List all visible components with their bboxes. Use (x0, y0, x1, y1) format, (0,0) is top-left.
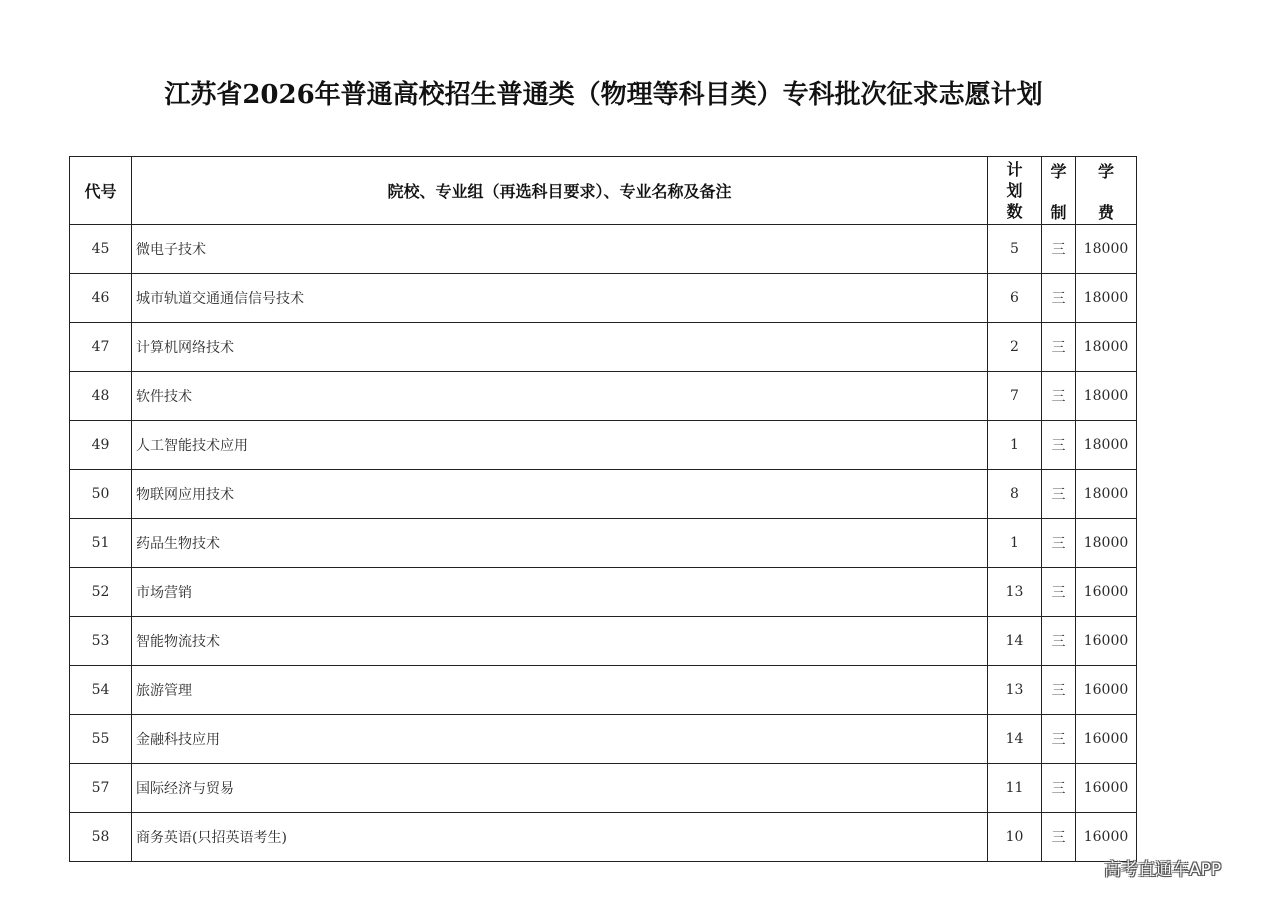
header-fee-char: 学 (1097, 162, 1114, 181)
cell-years: 三 (1042, 813, 1076, 862)
header-plan-char: 划 (1006, 181, 1023, 200)
cell-name: 旅游管理 (132, 666, 988, 715)
table-row (70, 568, 1137, 617)
plan-table (69, 156, 1137, 862)
header-years-char: 制 (1050, 203, 1067, 222)
cell-years: 三 (1042, 519, 1076, 568)
cell-code: 53 (70, 617, 132, 666)
cell-plan: 13 (988, 666, 1042, 715)
cell-plan: 13 (988, 568, 1042, 617)
cell-fee: 18000 (1076, 323, 1137, 372)
cell-code: 57 (70, 764, 132, 813)
cell-fee: 18000 (1076, 225, 1137, 274)
cell-years: 三 (1042, 715, 1076, 764)
cell-plan: 8 (988, 470, 1042, 519)
cell-years: 三 (1042, 323, 1076, 372)
cell-years: 三 (1042, 764, 1076, 813)
cell-code: 51 (70, 519, 132, 568)
cell-fee: 18000 (1076, 372, 1137, 421)
cell-code: 49 (70, 421, 132, 470)
cell-fee: 16000 (1076, 764, 1137, 813)
header-fee-char: 费 (1097, 203, 1114, 222)
cell-years: 三 (1042, 225, 1076, 274)
cell-name: 智能物流技术 (132, 617, 988, 666)
cell-years: 三 (1042, 666, 1076, 715)
cell-fee: 18000 (1076, 470, 1137, 519)
cell-plan: 1 (988, 519, 1042, 568)
cell-plan: 1 (988, 421, 1042, 470)
cell-fee: 18000 (1076, 274, 1137, 323)
document-title: 江苏省2026年普通高校招生普通类（物理等科目类）专科批次征求志愿计划 (164, 80, 1043, 110)
cell-code: 47 (70, 323, 132, 372)
cell-name: 人工智能技术应用 (132, 421, 988, 470)
table-header (70, 157, 1137, 225)
cell-code: 58 (70, 813, 132, 862)
cell-name: 软件技术 (132, 372, 988, 421)
cell-fee: 18000 (1076, 519, 1137, 568)
cell-plan: 7 (988, 372, 1042, 421)
header-years (1042, 157, 1076, 225)
cell-name: 国际经济与贸易 (132, 764, 988, 813)
header-fee (1076, 157, 1137, 225)
table-row (70, 421, 1137, 470)
cell-plan: 14 (988, 715, 1042, 764)
cell-name: 金融科技应用 (132, 715, 988, 764)
cell-name: 计算机网络技术 (132, 323, 988, 372)
header-plan-char: 数 (1006, 202, 1023, 221)
cell-plan: 14 (988, 617, 1042, 666)
cell-fee: 16000 (1076, 666, 1137, 715)
table-body (70, 225, 1137, 862)
header-plan (988, 157, 1042, 225)
cell-name: 城市轨道交通通信信号技术 (132, 274, 988, 323)
cell-years: 三 (1042, 568, 1076, 617)
cell-name: 商务英语(只招英语考生) (132, 813, 988, 862)
table-row (70, 715, 1137, 764)
table-row (70, 519, 1137, 568)
cell-plan: 6 (988, 274, 1042, 323)
cell-plan: 2 (988, 323, 1042, 372)
cell-years: 三 (1042, 372, 1076, 421)
cell-code: 55 (70, 715, 132, 764)
cell-years: 三 (1042, 470, 1076, 519)
cell-fee: 16000 (1076, 568, 1137, 617)
cell-fee: 16000 (1076, 715, 1137, 764)
cell-fee: 18000 (1076, 421, 1137, 470)
table-row (70, 323, 1137, 372)
cell-code: 52 (70, 568, 132, 617)
cell-plan: 11 (988, 764, 1042, 813)
table-row (70, 225, 1137, 274)
table-row (70, 274, 1137, 323)
cell-code: 54 (70, 666, 132, 715)
cell-plan: 5 (988, 225, 1042, 274)
cell-name: 市场营销 (132, 568, 988, 617)
header-name: 院校、专业组（再选科目要求）、专业名称及备注 (132, 157, 988, 225)
table-row (70, 764, 1137, 813)
table-row (70, 813, 1137, 862)
cell-code: 48 (70, 372, 132, 421)
table-row (70, 666, 1137, 715)
cell-fee: 16000 (1076, 813, 1137, 862)
cell-years: 三 (1042, 617, 1076, 666)
header-row (70, 157, 1137, 225)
cell-name: 药品生物技术 (132, 519, 988, 568)
header-years-char: 学 (1050, 162, 1067, 181)
table-row (70, 617, 1137, 666)
cell-fee: 16000 (1076, 617, 1137, 666)
cell-years: 三 (1042, 274, 1076, 323)
header-code: 代号 (70, 157, 132, 225)
table-row (70, 372, 1137, 421)
cell-name: 物联网应用技术 (132, 470, 988, 519)
cell-code: 46 (70, 274, 132, 323)
cell-plan: 10 (988, 813, 1042, 862)
table-row (70, 470, 1137, 519)
cell-name: 微电子技术 (132, 225, 988, 274)
cell-years: 三 (1042, 421, 1076, 470)
cell-code: 45 (70, 225, 132, 274)
cell-code: 50 (70, 470, 132, 519)
header-plan-char: 计 (1006, 160, 1023, 179)
app-watermark: 高考直通车APP (1104, 860, 1222, 880)
